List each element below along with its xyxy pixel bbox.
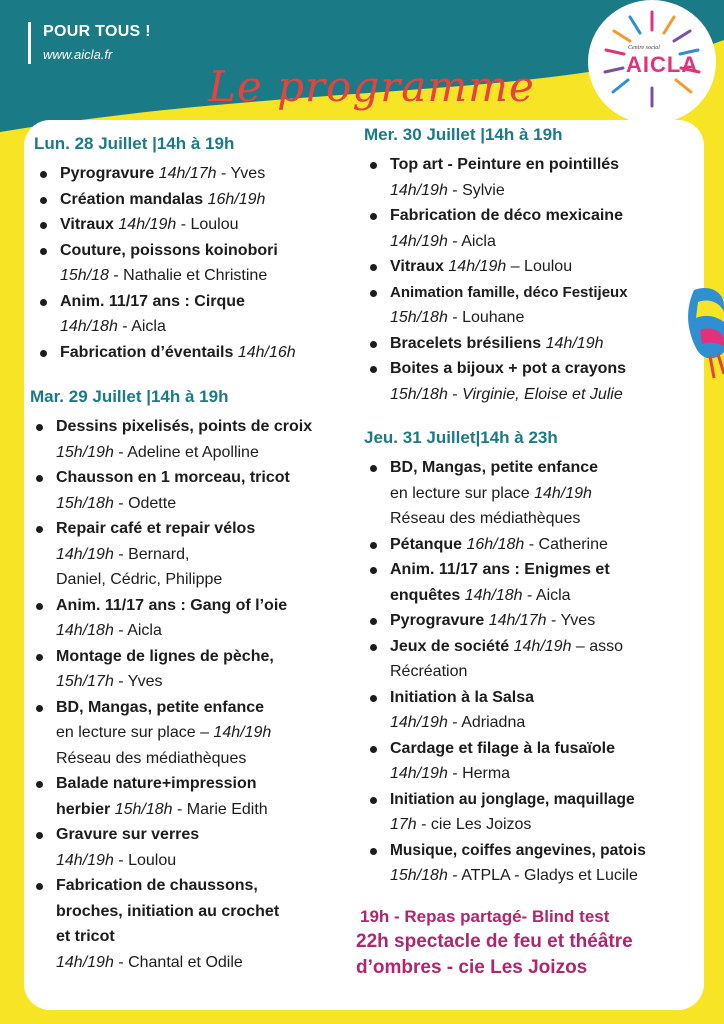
activity-name: Animation famille, déco Festijeux — [390, 283, 628, 301]
separator: - — [113, 851, 129, 869]
activity-name: Repair café et repair vélos — [56, 520, 256, 537]
logo-subtitle: Centre social — [628, 45, 660, 51]
list-item — [364, 608, 704, 634]
tagline-text: POUR TOUS ! — [43, 23, 151, 40]
activity-name: Initiation au jonglage, maquillage — [390, 790, 635, 808]
activity-time: 14h/19h — [56, 851, 114, 869]
activity-time: 14h/19h — [390, 714, 448, 731]
activity-host: Aicla — [127, 622, 162, 639]
separator: - — [546, 612, 561, 629]
activity-host: Adeline et Apolline — [127, 443, 259, 461]
activity-name: Musique, coiffes angevines, patois — [390, 841, 646, 859]
activity-name: Dessins pixelisés, points de croix — [56, 418, 313, 435]
activity-name: Top art - Peinture en pointillés — [390, 156, 620, 173]
list-item — [364, 685, 704, 736]
activity-name: Anim. 11/17 ans : Gang of l’oie — [56, 596, 288, 614]
activity-host: Catherine — [538, 535, 608, 553]
activity-note: en lecture sur place — [390, 484, 535, 502]
separator: – — [571, 637, 590, 655]
list-item — [364, 254, 704, 280]
activity-host: Sylvie — [462, 181, 505, 199]
activity-host: Adriadna — [461, 714, 526, 731]
activity-host: Loulou — [524, 258, 573, 275]
activity-host: Aicla — [131, 318, 166, 335]
activity-time: 15h/18h — [114, 800, 173, 818]
activity-time: 14h/16h — [237, 343, 296, 361]
separator: - — [113, 953, 129, 971]
website-link[interactable]: www.aicla.fr — [43, 47, 113, 62]
activity-time: 14h/18h — [56, 622, 114, 639]
activity-host: Herma — [462, 765, 511, 782]
activity-host: Marie Edith — [186, 800, 268, 818]
separator: - — [216, 165, 231, 182]
separator: - — [447, 765, 463, 782]
list-item — [364, 532, 704, 558]
activity-name: Montage de lignes de pèche, — [56, 647, 274, 665]
list-item — [364, 280, 704, 331]
separator: - — [113, 622, 128, 639]
separator: - — [524, 535, 539, 553]
separator: - — [447, 867, 462, 884]
activity-name: Chausson en 1 morceau, tricot — [56, 469, 290, 486]
activity-time: 14h/19h — [390, 181, 448, 199]
activity-time: 17h — [390, 816, 417, 833]
activity-time: 14h/17h — [158, 165, 217, 182]
closing-line-3: d’ombres - cie Les Joizos — [356, 957, 588, 978]
list-item — [34, 238, 354, 289]
activity-name: Vitraux — [390, 258, 444, 275]
activity-name-cont: et tricot — [56, 928, 115, 945]
pinata-icon — [680, 282, 724, 382]
activity-time: 15h/19h — [56, 443, 114, 461]
activity-name: Gravure sur verres — [56, 826, 200, 843]
list-item — [30, 695, 356, 772]
activity-host: Virginie, Eloise et Julie — [462, 385, 623, 403]
activity-time: 15h/18h — [390, 385, 448, 403]
list-item — [30, 465, 356, 516]
separator: - — [108, 267, 124, 284]
separator: - — [447, 181, 463, 199]
activity-name-cont: enquêtes — [390, 586, 461, 604]
activity-time: 14h/19h — [56, 953, 114, 971]
activity-time: 14h/19h — [513, 637, 572, 655]
list-item — [30, 873, 356, 975]
activity-name: Pyrogravure — [60, 165, 155, 182]
activity-time: 14h/19h — [390, 232, 448, 250]
list-item — [34, 289, 354, 340]
activity-time: 15h/18h — [390, 309, 448, 326]
activity-time: 16h/19h — [207, 190, 266, 208]
separator: - — [172, 800, 187, 818]
separator: - — [117, 318, 132, 335]
activity-time: 15h/17h — [56, 673, 114, 690]
list-item — [34, 340, 354, 366]
activity-time: 16h/18h — [466, 535, 525, 553]
activity-time: 15h/18 — [60, 267, 109, 284]
closing-line-1: 19h - Repas partagé- Blind test — [360, 907, 610, 926]
list-item — [34, 212, 354, 238]
activity-name: Jeux de société — [390, 637, 510, 655]
list-item — [364, 331, 704, 357]
activity-host: Nathalie et Christine — [123, 267, 268, 284]
activity-name: Création mandalas — [60, 190, 204, 208]
list-item — [30, 593, 356, 644]
activity-name: Boites a bijoux + pot a crayons — [390, 360, 627, 377]
day-heading-monday: Lun. 28 Juillet |14h à 19h — [34, 134, 235, 153]
separator: - — [113, 545, 129, 563]
activity-name: Fabrication d’éventails — [60, 343, 234, 361]
separator: - — [176, 216, 191, 233]
activity-name: Fabrication de chaussons, — [56, 877, 258, 894]
activity-host: asso — [589, 637, 624, 655]
activity-host: Aicla — [461, 232, 496, 250]
list-item — [364, 356, 704, 407]
aicla-logo — [588, 0, 716, 124]
activity-time: 14h/19h — [56, 545, 114, 563]
day-heading-tuesday: Mar. 29 Juillet |14h à 19h — [30, 387, 229, 406]
activity-name: Initiation à la Salsa — [390, 688, 535, 706]
list-item — [30, 822, 356, 873]
separator: – — [506, 258, 525, 275]
activity-time: 14h/19h — [545, 334, 604, 352]
activity-name: Balade nature+impression — [56, 775, 257, 792]
activity-name: BD, Mangas, petite enfance — [390, 459, 599, 476]
separator: - — [113, 673, 128, 690]
activity-name: Fabrication de déco mexicaine — [390, 207, 623, 224]
day-tuesday — [30, 386, 356, 975]
activity-name: Anim. 11/17 ans : Cirque — [60, 292, 245, 310]
activity-name-cont: herbier — [56, 800, 111, 818]
list-item — [364, 736, 704, 787]
activity-name: Cardage et filage à la fusaïole — [390, 739, 615, 757]
activity-host: Chantal et Odile — [128, 953, 243, 971]
activity-host: Loulou — [128, 851, 177, 869]
activity-host: Yves — [230, 165, 266, 182]
list-item — [364, 634, 704, 685]
separator: - — [113, 494, 129, 512]
day-wednesday — [364, 124, 704, 407]
activity-host: Louhane — [462, 309, 525, 326]
separator: - — [447, 232, 462, 250]
separator: - — [113, 443, 128, 461]
activity-time: 14h/18h — [60, 318, 118, 335]
list-item — [364, 152, 704, 203]
activity-time: 14h/19h — [390, 765, 448, 782]
list-item — [34, 187, 354, 213]
separator: - — [416, 816, 431, 833]
activity-host-cont: Daniel, Cédric, Philippe — [56, 571, 223, 588]
day-heading-thursday: Jeu. 31 Juillet|14h à 23h — [364, 428, 558, 447]
activity-host: Bernard, — [128, 545, 190, 563]
activity-name: Pétanque — [390, 535, 463, 553]
activity-name: Bracelets brésiliens — [390, 334, 542, 352]
closing-events — [356, 905, 633, 981]
activity-name-cont: broches, initiation au crochet — [56, 902, 280, 920]
list-item — [34, 161, 354, 187]
activity-host: Yves — [560, 612, 596, 629]
activity-time: 14h/19h — [213, 724, 272, 741]
activity-name: Pyrogravure — [390, 612, 485, 629]
activity-host: ATPLA - Gladys et Lucile — [461, 867, 638, 884]
list-item — [364, 787, 704, 838]
activity-time: 14h/17h — [488, 612, 547, 629]
list-item — [364, 838, 704, 889]
list-item — [30, 414, 356, 465]
activity-host: Aicla — [535, 586, 571, 604]
closing-line-2: 22h spectacle de feu et théâtre — [356, 931, 633, 952]
day-monday — [34, 133, 354, 365]
activity-name: BD, Mangas, petite enfance — [56, 698, 265, 716]
activity-host: Loulou — [190, 216, 239, 233]
activity-host: Réseau des médiathèques — [56, 749, 247, 767]
activity-host: Odette — [128, 494, 177, 512]
list-item — [30, 516, 356, 593]
day-heading-wednesday: Mer. 30 Juillet |14h à 19h — [364, 125, 563, 144]
list-item — [364, 455, 704, 532]
activity-note: en lecture sur place – — [56, 724, 214, 741]
separator: - — [447, 714, 462, 731]
activity-host: Yves — [127, 673, 163, 690]
header-tagline — [28, 22, 151, 64]
activity-time: 14h/19h — [534, 484, 592, 502]
activity-time: 15h/18h — [56, 494, 114, 512]
activity-time: 14h/18h — [464, 586, 523, 604]
activity-host: Réseau des médiathèques — [390, 510, 581, 527]
separator: - — [522, 586, 536, 604]
activity-host: cie Les Joizos — [430, 816, 532, 833]
activity-time: 14h/19h — [448, 258, 507, 275]
activity-name: Couture, poissons koinobori — [60, 241, 278, 259]
list-item — [30, 771, 356, 822]
day-thursday — [364, 427, 704, 889]
list-item — [364, 557, 704, 608]
activity-host-cont: Récréation — [390, 663, 468, 680]
list-item — [30, 644, 356, 695]
activity-time: 14h/19h — [118, 216, 177, 233]
separator: - — [447, 309, 463, 326]
logo-name: AICLA — [626, 52, 699, 77]
activity-name: Anim. 11/17 ans : Enigmes et — [390, 561, 610, 578]
separator: - — [447, 385, 463, 403]
page-title: Le programme — [208, 62, 535, 111]
list-item — [364, 203, 704, 254]
activity-name: Vitraux — [60, 216, 114, 233]
activity-time: 15h/18h — [390, 867, 448, 884]
